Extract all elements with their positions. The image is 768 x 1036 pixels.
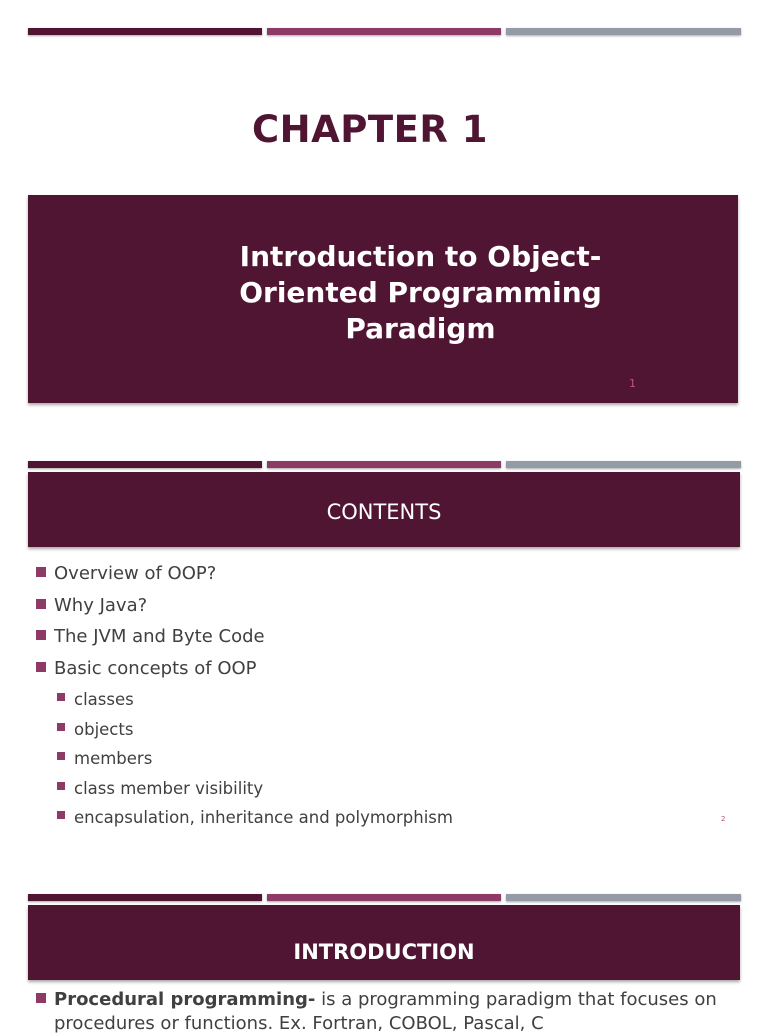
sub-list-item-label: members bbox=[74, 749, 153, 768]
sub-list-item bbox=[36, 718, 453, 748]
bullet-square-icon bbox=[36, 567, 46, 577]
bullet-square-icon bbox=[57, 782, 65, 790]
list-item bbox=[36, 562, 453, 594]
accent-bar-dark bbox=[28, 28, 262, 35]
bullet-square-icon bbox=[57, 752, 65, 760]
sub-list-item bbox=[36, 747, 453, 777]
chapter-title: CHAPTER 1 bbox=[251, 108, 488, 151]
accent-bar-dark bbox=[28, 461, 262, 468]
list-item-label: Overview of OOP? bbox=[54, 563, 217, 584]
list-item bbox=[36, 657, 453, 689]
bullet-square-icon bbox=[57, 811, 65, 819]
accent-bar-plum bbox=[267, 894, 501, 901]
slide-title-line-3: Paradigm bbox=[345, 312, 496, 345]
bullet-square-icon bbox=[36, 599, 46, 609]
slide-title-line-2: Oriented Programming bbox=[239, 276, 602, 309]
accent-bar-gray bbox=[506, 28, 741, 35]
title-panel bbox=[28, 195, 738, 403]
accent-bar-plum bbox=[267, 461, 501, 468]
introduction-paragraph bbox=[36, 988, 768, 1036]
sub-list-item-label: classes bbox=[74, 690, 134, 709]
slide-title bbox=[178, 239, 663, 347]
sub-list-item-label: encapsulation, inheritance and polymorphism bbox=[74, 808, 453, 827]
introduction-heading: INTRODUCTION bbox=[293, 940, 475, 964]
contents-heading: CONTENTS bbox=[326, 500, 442, 524]
accent-bars-top bbox=[28, 28, 741, 36]
term-procedural-programming: Procedural programming- bbox=[54, 989, 316, 1010]
list-item bbox=[36, 594, 453, 626]
accent-bar-plum bbox=[267, 28, 501, 35]
accent-bar-dark bbox=[28, 894, 262, 901]
bullet-square-icon bbox=[36, 993, 46, 1003]
list-item-label: The JVM and Byte Code bbox=[54, 626, 265, 647]
sub-list-item bbox=[36, 688, 453, 718]
sub-list-item bbox=[36, 777, 453, 807]
accent-bar-gray bbox=[506, 461, 741, 468]
bullet-square-icon bbox=[36, 662, 46, 672]
slide-number: 2 bbox=[721, 815, 726, 823]
sub-list-item-label: objects bbox=[74, 719, 134, 739]
bullet-square-icon bbox=[57, 693, 65, 701]
accent-bar-gray bbox=[506, 894, 741, 901]
accent-bars-contents bbox=[28, 461, 741, 469]
term-definition: is a programming paradigm that focuses on procedures or functions. Ex. Fortran, COBOL, Pascal, C bbox=[54, 989, 717, 1034]
slide-number: 1 bbox=[629, 377, 636, 390]
contents-list bbox=[36, 562, 453, 836]
slide-title-line-1: Introduction to Object- bbox=[239, 240, 602, 273]
introduction-header bbox=[28, 905, 740, 980]
contents-header bbox=[28, 472, 740, 547]
sub-list-item-label: class member visibility bbox=[74, 778, 264, 798]
list-item-label: Basic concepts of OOP bbox=[54, 657, 257, 679]
accent-bars-intro bbox=[28, 894, 741, 902]
bullet-square-icon bbox=[36, 630, 46, 640]
bullet-square-icon bbox=[57, 723, 65, 731]
list-item bbox=[36, 625, 453, 657]
sub-list-item bbox=[36, 806, 453, 836]
list-item-label: Why Java? bbox=[54, 594, 148, 616]
